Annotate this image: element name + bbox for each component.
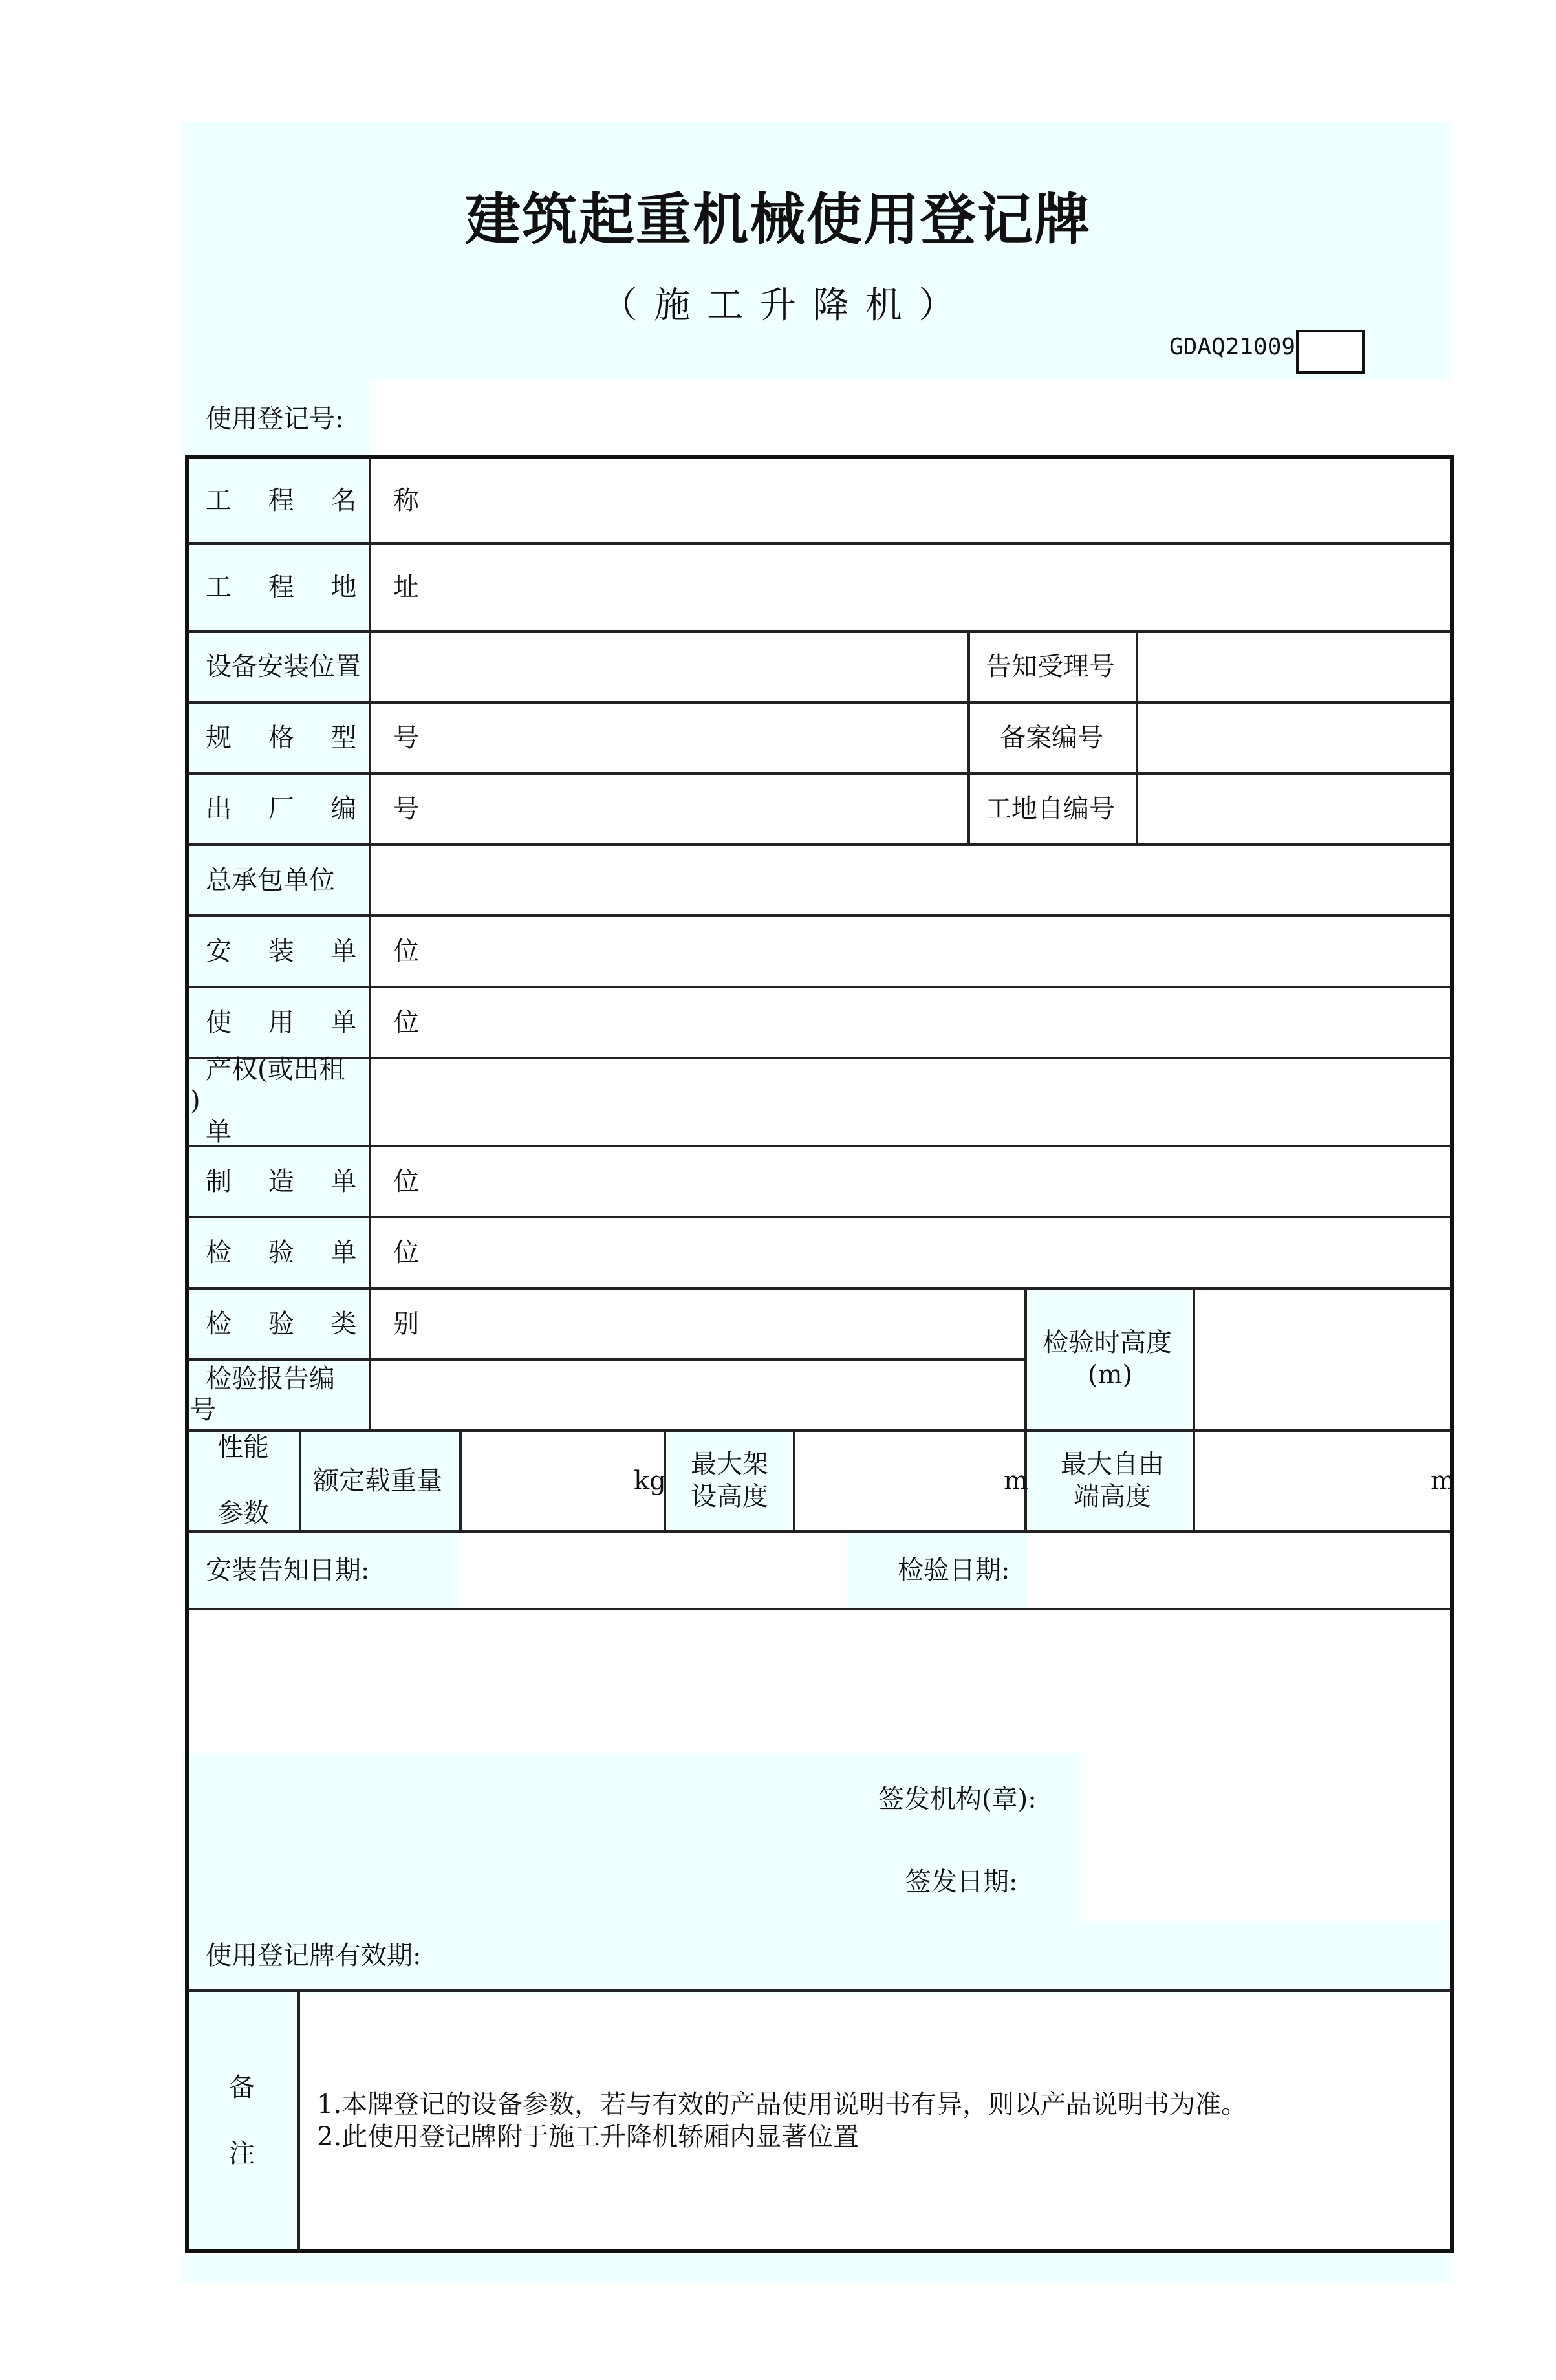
factory-no-label: 出 厂 编 号 <box>206 794 434 824</box>
page-title: 建筑起重机械使用登记牌 <box>465 188 1091 252</box>
rated-load-label: 额定载重量 <box>313 1466 442 1496</box>
rated-load-unit: kg <box>634 1466 666 1496</box>
use-unit-label: 使 用 单 位 <box>206 1008 434 1037</box>
row-line <box>188 1608 1451 1610</box>
remarks-col-line <box>297 1989 300 2251</box>
property-unit-label-1: 产权(或出租 <box>206 1055 345 1085</box>
project-name-label: 工 程 名 称 <box>206 486 434 515</box>
report-no-label-1: 检验报告编 <box>206 1364 335 1394</box>
free-end-label-2: 端高度 <box>1074 1482 1151 1511</box>
remarks-label-2: 注 <box>229 2139 255 2169</box>
form-code: GDAQ21009 <box>1169 334 1296 360</box>
install-location-label: 设备安装位置 <box>206 652 361 682</box>
inspection-unit-label: 检 验 单 位 <box>206 1238 434 1268</box>
col-line <box>299 1429 301 1531</box>
free-end-label-1: 最大自由 <box>1061 1449 1164 1479</box>
row-line <box>188 1057 1451 1059</box>
registration-no-label: 使用登记号: <box>206 404 344 434</box>
install-unit-label: 安 装 单 位 <box>206 936 434 966</box>
page-subtitle: （ 施 工 升 降 机 ） <box>601 285 955 327</box>
remarks-label-bg <box>188 1993 297 2251</box>
inspection-date-label: 检验日期: <box>898 1555 1010 1585</box>
row-line <box>188 1530 1451 1533</box>
project-address-label: 工 程 地 址 <box>206 572 434 602</box>
col-line <box>459 1429 462 1531</box>
site-no-label: 工地自编号 <box>986 794 1115 824</box>
row-line <box>188 1989 1451 1992</box>
table-right-border <box>1450 455 1454 2253</box>
install-notice-date-label: 安装告知日期: <box>206 1555 370 1585</box>
form-code-box[interactable] <box>1296 330 1365 374</box>
record-no-label: 备案编号 <box>1000 723 1103 753</box>
max-height-label-2: 设高度 <box>691 1482 768 1511</box>
col-line <box>793 1429 795 1531</box>
max-height-unit: m <box>1004 1466 1028 1496</box>
manufacturer-label: 制 造 单 位 <box>206 1167 434 1196</box>
col-line <box>1136 630 1138 845</box>
issuing-authority-label: 签发机构(章): <box>878 1784 1037 1814</box>
report-no-label-2: 号 <box>190 1395 216 1425</box>
free-end-unit: m <box>1431 1466 1455 1496</box>
col-line <box>967 630 970 845</box>
notice-no-label: 告知受理号 <box>986 652 1115 682</box>
property-unit-label-2: ) <box>190 1086 200 1116</box>
bottom-background <box>182 2255 1451 2283</box>
issue-date-label: 签发日期: <box>905 1867 1018 1897</box>
params-label-1: 性能 <box>217 1433 269 1462</box>
inspect-height-label-2: (m) <box>1088 1360 1133 1390</box>
table-bottom-border <box>185 2249 1454 2253</box>
row-line <box>188 1358 1026 1361</box>
validity-label: 使用登记牌有效期: <box>206 1941 422 1971</box>
remarks-label-1: 备 <box>229 2073 255 2103</box>
row-line <box>188 630 1451 633</box>
col-line <box>1193 1287 1195 1531</box>
inspect-height-label-1: 检验时高度 <box>1043 1328 1172 1358</box>
max-height-label-1: 最大架 <box>691 1449 768 1479</box>
general-contractor-label: 总承包单位 <box>206 865 335 895</box>
remarks-note-1: 1.本牌登记的设备参数，若与有效的产品使用说明书有异，则以产品说明书为准。 <box>317 2090 1248 2119</box>
remarks-note-2: 2.此使用登记牌附于施工升降机轿厢内显著位置 <box>317 2122 859 2152</box>
inspection-type-label: 检 验 类 别 <box>206 1309 434 1339</box>
params-label-2: 参数 <box>217 1498 269 1528</box>
table-left-border <box>185 455 189 2253</box>
row-line <box>188 843 1451 846</box>
model-label: 规 格 型 号 <box>206 723 434 753</box>
property-unit-label-3: 单 <box>206 1117 232 1147</box>
